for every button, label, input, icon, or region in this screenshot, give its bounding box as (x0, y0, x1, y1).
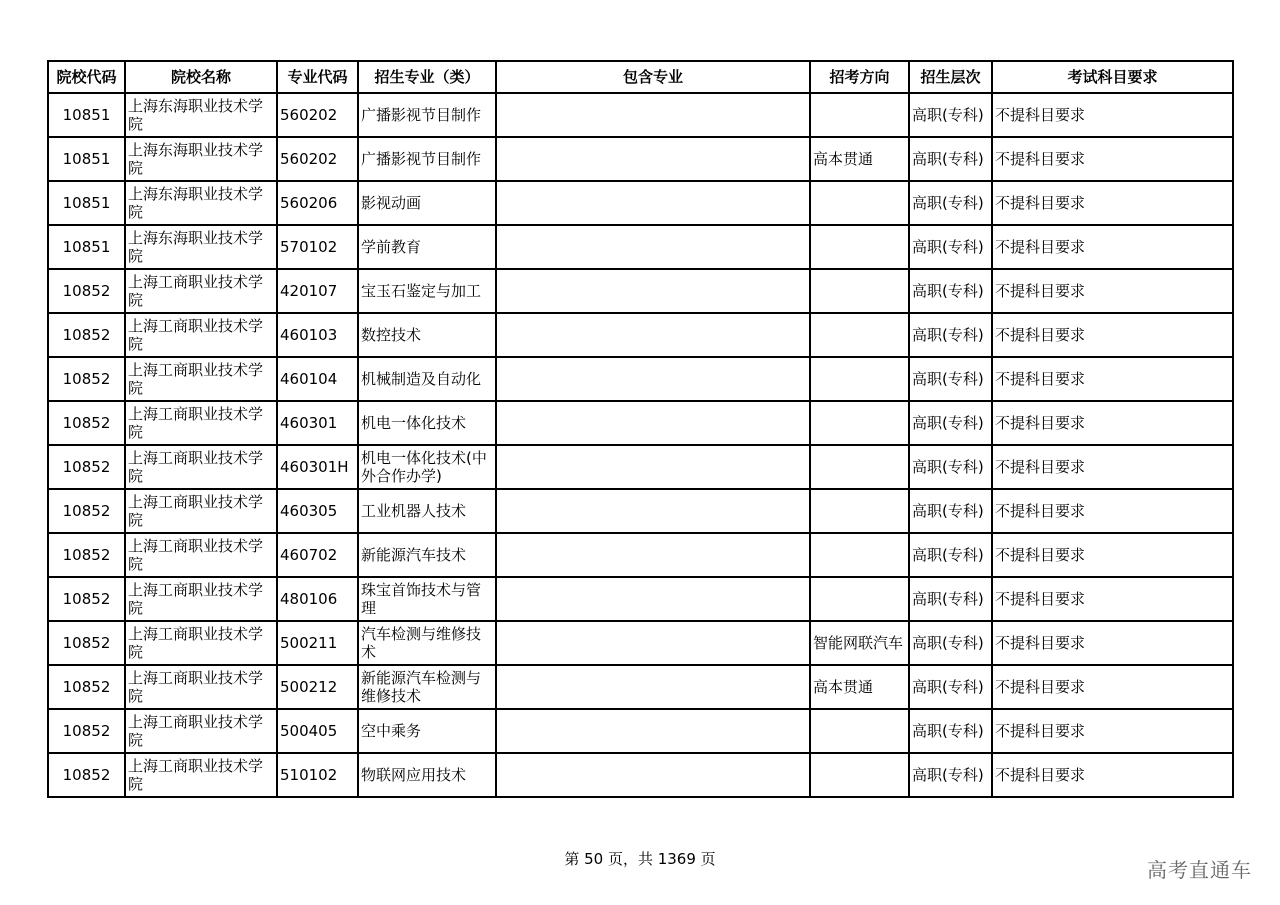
cell-direction (810, 709, 909, 753)
cell-major: 机械制造及自动化 (358, 357, 496, 401)
cell-school-code: 10852 (48, 665, 125, 709)
cell-included-majors (496, 93, 810, 137)
table-row (48, 753, 1233, 797)
cell-included-majors (496, 709, 810, 753)
cell-included-majors (496, 181, 810, 225)
cell-major-code: 500212 (277, 665, 358, 709)
cell-level: 高职(专科) (909, 357, 992, 401)
cell-school-code: 10851 (48, 225, 125, 269)
header-subject-requirement: 考试科目要求 (992, 61, 1233, 93)
table-row (48, 181, 1233, 225)
cell-major-code: 460301H (277, 445, 358, 489)
cell-school-code: 10852 (48, 533, 125, 577)
header-direction: 招考方向 (810, 61, 909, 93)
cell-direction (810, 225, 909, 269)
cell-level: 高职(专科) (909, 225, 992, 269)
cell-school-code: 10852 (48, 445, 125, 489)
cell-school-code: 10852 (48, 401, 125, 445)
cell-included-majors (496, 269, 810, 313)
cell-school-name: 上海东海职业技术学院 (125, 181, 277, 225)
cell-school-name: 上海工商职业技术学院 (125, 401, 277, 445)
cell-major-code: 460702 (277, 533, 358, 577)
cell-subject-requirement: 不提科目要求 (992, 225, 1233, 269)
cell-major: 物联网应用技术 (358, 753, 496, 797)
cell-major: 影视动画 (358, 181, 496, 225)
cell-school-code: 10852 (48, 709, 125, 753)
cell-level: 高职(专科) (909, 621, 992, 665)
cell-included-majors (496, 489, 810, 533)
cell-subject-requirement: 不提科目要求 (992, 533, 1233, 577)
cell-school-name: 上海东海职业技术学院 (125, 93, 277, 137)
cell-direction (810, 357, 909, 401)
header-row (48, 61, 1233, 93)
table-row (48, 489, 1233, 533)
page-number: 第 50 页，共 1369 页 (564, 850, 716, 868)
table-row (48, 445, 1233, 489)
cell-major: 空中乘务 (358, 709, 496, 753)
cell-major: 宝玉石鉴定与加工 (358, 269, 496, 313)
table-row (48, 137, 1233, 181)
table-row (48, 621, 1233, 665)
cell-included-majors (496, 665, 810, 709)
header-major: 招生专业（类） (358, 61, 496, 93)
watermark-logo: 高考直通车 (1147, 858, 1252, 882)
cell-major: 广播影视节目制作 (358, 137, 496, 181)
cell-direction (810, 533, 909, 577)
cell-level: 高职(专科) (909, 533, 992, 577)
cell-included-majors (496, 753, 810, 797)
cell-subject-requirement: 不提科目要求 (992, 357, 1233, 401)
cell-major: 珠宝首饰技术与管理 (358, 577, 496, 621)
cell-included-majors (496, 225, 810, 269)
header-major-code: 专业代码 (277, 61, 358, 93)
cell-level: 高职(专科) (909, 181, 992, 225)
cell-major-code: 560206 (277, 181, 358, 225)
table-row (48, 269, 1233, 313)
cell-direction (810, 313, 909, 357)
cell-school-code: 10852 (48, 313, 125, 357)
cell-major-code: 460103 (277, 313, 358, 357)
cell-school-code: 10851 (48, 137, 125, 181)
cell-level: 高职(专科) (909, 665, 992, 709)
cell-major-code: 500211 (277, 621, 358, 665)
cell-direction (810, 753, 909, 797)
cell-level: 高职(专科) (909, 577, 992, 621)
cell-included-majors (496, 577, 810, 621)
table-row (48, 313, 1233, 357)
cell-included-majors (496, 533, 810, 577)
cell-direction (810, 269, 909, 313)
cell-school-name: 上海工商职业技术学院 (125, 577, 277, 621)
cell-subject-requirement: 不提科目要求 (992, 137, 1233, 181)
cell-subject-requirement: 不提科目要求 (992, 665, 1233, 709)
cell-school-name: 上海工商职业技术学院 (125, 533, 277, 577)
cell-school-code: 10851 (48, 93, 125, 137)
cell-direction (810, 445, 909, 489)
cell-subject-requirement: 不提科目要求 (992, 445, 1233, 489)
header-school-name: 院校名称 (125, 61, 277, 93)
cell-school-code: 10852 (48, 357, 125, 401)
cell-major: 广播影视节目制作 (358, 93, 496, 137)
cell-subject-requirement: 不提科目要求 (992, 489, 1233, 533)
cell-major: 数控技术 (358, 313, 496, 357)
header-included-majors: 包含专业 (496, 61, 810, 93)
cell-major: 机电一体化技术 (358, 401, 496, 445)
cell-level: 高职(专科) (909, 445, 992, 489)
cell-school-name: 上海工商职业技术学院 (125, 709, 277, 753)
cell-major: 学前教育 (358, 225, 496, 269)
cell-major: 机电一体化技术(中外合作办学) (358, 445, 496, 489)
table-row (48, 665, 1233, 709)
cell-major-code: 460305 (277, 489, 358, 533)
cell-school-name: 上海工商职业技术学院 (125, 357, 277, 401)
cell-school-name: 上海东海职业技术学院 (125, 225, 277, 269)
cell-subject-requirement: 不提科目要求 (992, 577, 1233, 621)
table-row (48, 533, 1233, 577)
admissions-table (47, 60, 1234, 798)
cell-school-name: 上海工商职业技术学院 (125, 269, 277, 313)
cell-school-code: 10852 (48, 621, 125, 665)
cell-school-name: 上海工商职业技术学院 (125, 489, 277, 533)
cell-major-code: 500405 (277, 709, 358, 753)
cell-included-majors (496, 401, 810, 445)
cell-level: 高职(专科) (909, 269, 992, 313)
cell-school-code: 10852 (48, 753, 125, 797)
cell-included-majors (496, 445, 810, 489)
cell-subject-requirement: 不提科目要求 (992, 709, 1233, 753)
table-row (48, 401, 1233, 445)
table-row (48, 357, 1233, 401)
cell-school-name: 上海东海职业技术学院 (125, 137, 277, 181)
table-row (48, 709, 1233, 753)
cell-included-majors (496, 137, 810, 181)
cell-direction (810, 489, 909, 533)
cell-level: 高职(专科) (909, 137, 992, 181)
cell-major: 新能源汽车技术 (358, 533, 496, 577)
cell-major-code: 420107 (277, 269, 358, 313)
table-row (48, 577, 1233, 621)
cell-included-majors (496, 313, 810, 357)
cell-school-name: 上海工商职业技术学院 (125, 445, 277, 489)
cell-school-code: 10852 (48, 577, 125, 621)
cell-level: 高职(专科) (909, 313, 992, 357)
cell-subject-requirement: 不提科目要求 (992, 93, 1233, 137)
cell-level: 高职(专科) (909, 401, 992, 445)
cell-subject-requirement: 不提科目要求 (992, 621, 1233, 665)
cell-major-code: 460301 (277, 401, 358, 445)
cell-subject-requirement: 不提科目要求 (992, 269, 1233, 313)
cell-school-name: 上海工商职业技术学院 (125, 665, 277, 709)
cell-level: 高职(专科) (909, 489, 992, 533)
cell-included-majors (496, 621, 810, 665)
cell-school-code: 10851 (48, 181, 125, 225)
cell-subject-requirement: 不提科目要求 (992, 401, 1233, 445)
cell-school-name: 上海工商职业技术学院 (125, 313, 277, 357)
cell-major: 工业机器人技术 (358, 489, 496, 533)
cell-major-code: 570102 (277, 225, 358, 269)
table-row (48, 225, 1233, 269)
header-school-code: 院校代码 (48, 61, 125, 93)
cell-direction: 智能网联汽车 (810, 621, 909, 665)
cell-major-code: 510102 (277, 753, 358, 797)
cell-direction: 高本贯通 (810, 137, 909, 181)
cell-direction (810, 93, 909, 137)
cell-major-code: 560202 (277, 93, 358, 137)
cell-major: 汽车检测与维修技术 (358, 621, 496, 665)
cell-included-majors (496, 357, 810, 401)
cell-subject-requirement: 不提科目要求 (992, 753, 1233, 797)
cell-level: 高职(专科) (909, 753, 992, 797)
cell-major-code: 560202 (277, 137, 358, 181)
cell-direction (810, 401, 909, 445)
cell-major: 新能源汽车检测与维修技术 (358, 665, 496, 709)
cell-direction (810, 577, 909, 621)
cell-school-code: 10852 (48, 269, 125, 313)
cell-direction (810, 181, 909, 225)
header-level: 招生层次 (909, 61, 992, 93)
table-row (48, 93, 1233, 137)
cell-subject-requirement: 不提科目要求 (992, 313, 1233, 357)
cell-school-name: 上海工商职业技术学院 (125, 621, 277, 665)
cell-school-name: 上海工商职业技术学院 (125, 753, 277, 797)
cell-subject-requirement: 不提科目要求 (992, 181, 1233, 225)
cell-major-code: 460104 (277, 357, 358, 401)
cell-major-code: 480106 (277, 577, 358, 621)
cell-direction: 高本贯通 (810, 665, 909, 709)
cell-level: 高职(专科) (909, 709, 992, 753)
cell-level: 高职(专科) (909, 93, 992, 137)
cell-school-code: 10852 (48, 489, 125, 533)
